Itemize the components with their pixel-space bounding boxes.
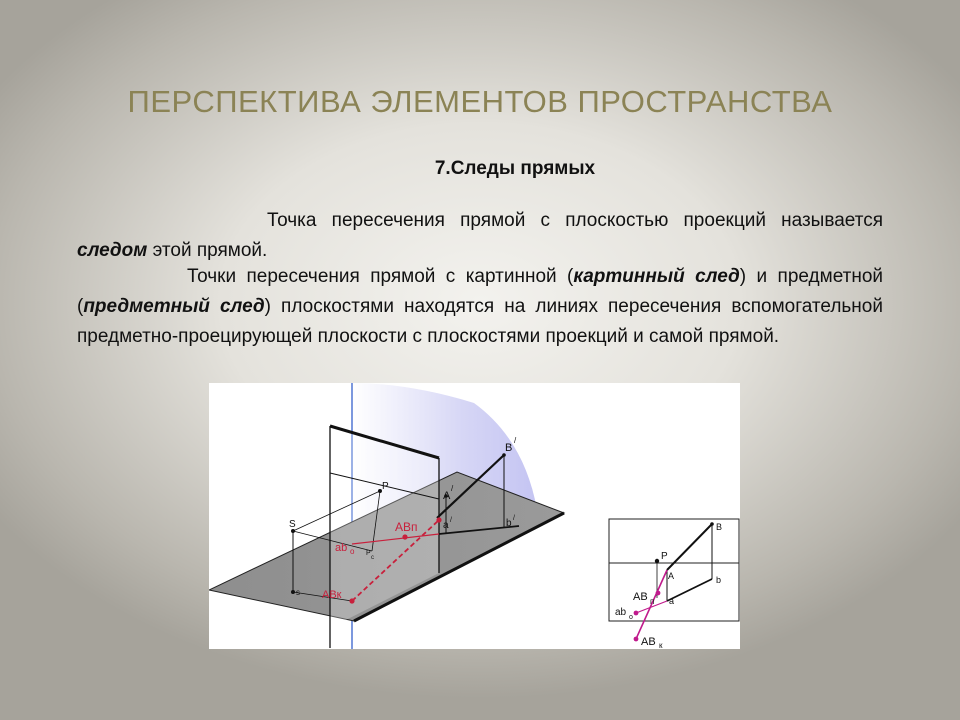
section-subtitle: 7.Следы прямых <box>434 158 596 179</box>
trace-diagram-figure <box>209 383 740 649</box>
label-abo: ab <box>335 542 348 554</box>
paragraph-trace-definition <box>77 206 883 266</box>
proj-label-b-lower: b <box>716 575 722 585</box>
picture-plane-panel <box>330 426 439 628</box>
p1-term-trace: следом <box>77 240 148 261</box>
p2-term-object-trace: предметный след <box>83 296 265 317</box>
label-b-prime-mark: / <box>514 436 517 445</box>
proj-label-abn: AB <box>633 591 648 603</box>
label-abn: ABп <box>395 520 418 534</box>
p2-text-1: Точки пересечения прямой с картинной ( <box>187 266 574 287</box>
proj-label-abk-sub: к <box>659 641 663 649</box>
point-abk <box>349 598 354 603</box>
p2-term-picture-trace: картинный след <box>573 266 740 287</box>
proj-point-p <box>655 559 659 563</box>
p1-text-1: Точка пересечения прямой с плоскостью проекций называется <box>267 210 883 231</box>
proj-label-p: P <box>661 551 668 562</box>
label-a-lower-mark: / <box>450 517 452 524</box>
p2-text-3: ) плоскостями находятся на линиях пересечения вспомогательной предметно-проецирующей плоскости с плоскостями проекций и самой прямой. <box>77 296 883 347</box>
label-s-upper: S <box>289 519 296 530</box>
point-abn <box>436 517 441 522</box>
label-b-lower: b <box>506 518 512 529</box>
proj-label-abo: ab <box>615 607 627 618</box>
proj-label-a: A <box>668 571 675 581</box>
label-pc: P <box>366 550 371 557</box>
slide-title: ПЕРСПЕКТИВА ЭЛЕМЕНТОВ ПРОСТРАНСТВА <box>127 84 833 119</box>
perspective-3d-diagram <box>209 383 564 649</box>
proj-label-abo-sub: o <box>629 614 633 621</box>
label-a-prime: A <box>443 490 451 502</box>
label-b-prime: B <box>505 442 513 454</box>
label-a-lower: a <box>443 520 449 531</box>
proj-label-a-lower: a <box>669 596 675 606</box>
proj-point-abo <box>634 611 639 616</box>
label-abo-sub: o <box>350 547 355 556</box>
label-abk: ABк <box>322 589 342 601</box>
proj-point-abn <box>656 591 661 596</box>
projection-2d-diagram <box>609 519 739 649</box>
proj-label-abn-sub: п <box>650 597 655 606</box>
label-a-prime-mark: / <box>451 484 454 493</box>
proj-point-abk <box>634 637 639 642</box>
point-s-lower <box>291 590 295 594</box>
point-abo <box>402 534 407 539</box>
p1-text-2: этой прямой. <box>147 240 268 261</box>
proj-label-abk: AB <box>641 636 656 648</box>
label-pc-sub: c <box>371 555 374 561</box>
proj-point-b <box>710 522 714 526</box>
paragraph-trace-points <box>77 262 883 352</box>
label-b-lower-mark: / <box>513 515 515 522</box>
proj-label-b: B <box>716 522 723 532</box>
label-p: P <box>382 481 389 492</box>
trace-diagram-svg <box>209 383 740 649</box>
p2-text-2: ) и предметной ( <box>77 266 884 317</box>
label-s-lower: s <box>296 588 300 597</box>
